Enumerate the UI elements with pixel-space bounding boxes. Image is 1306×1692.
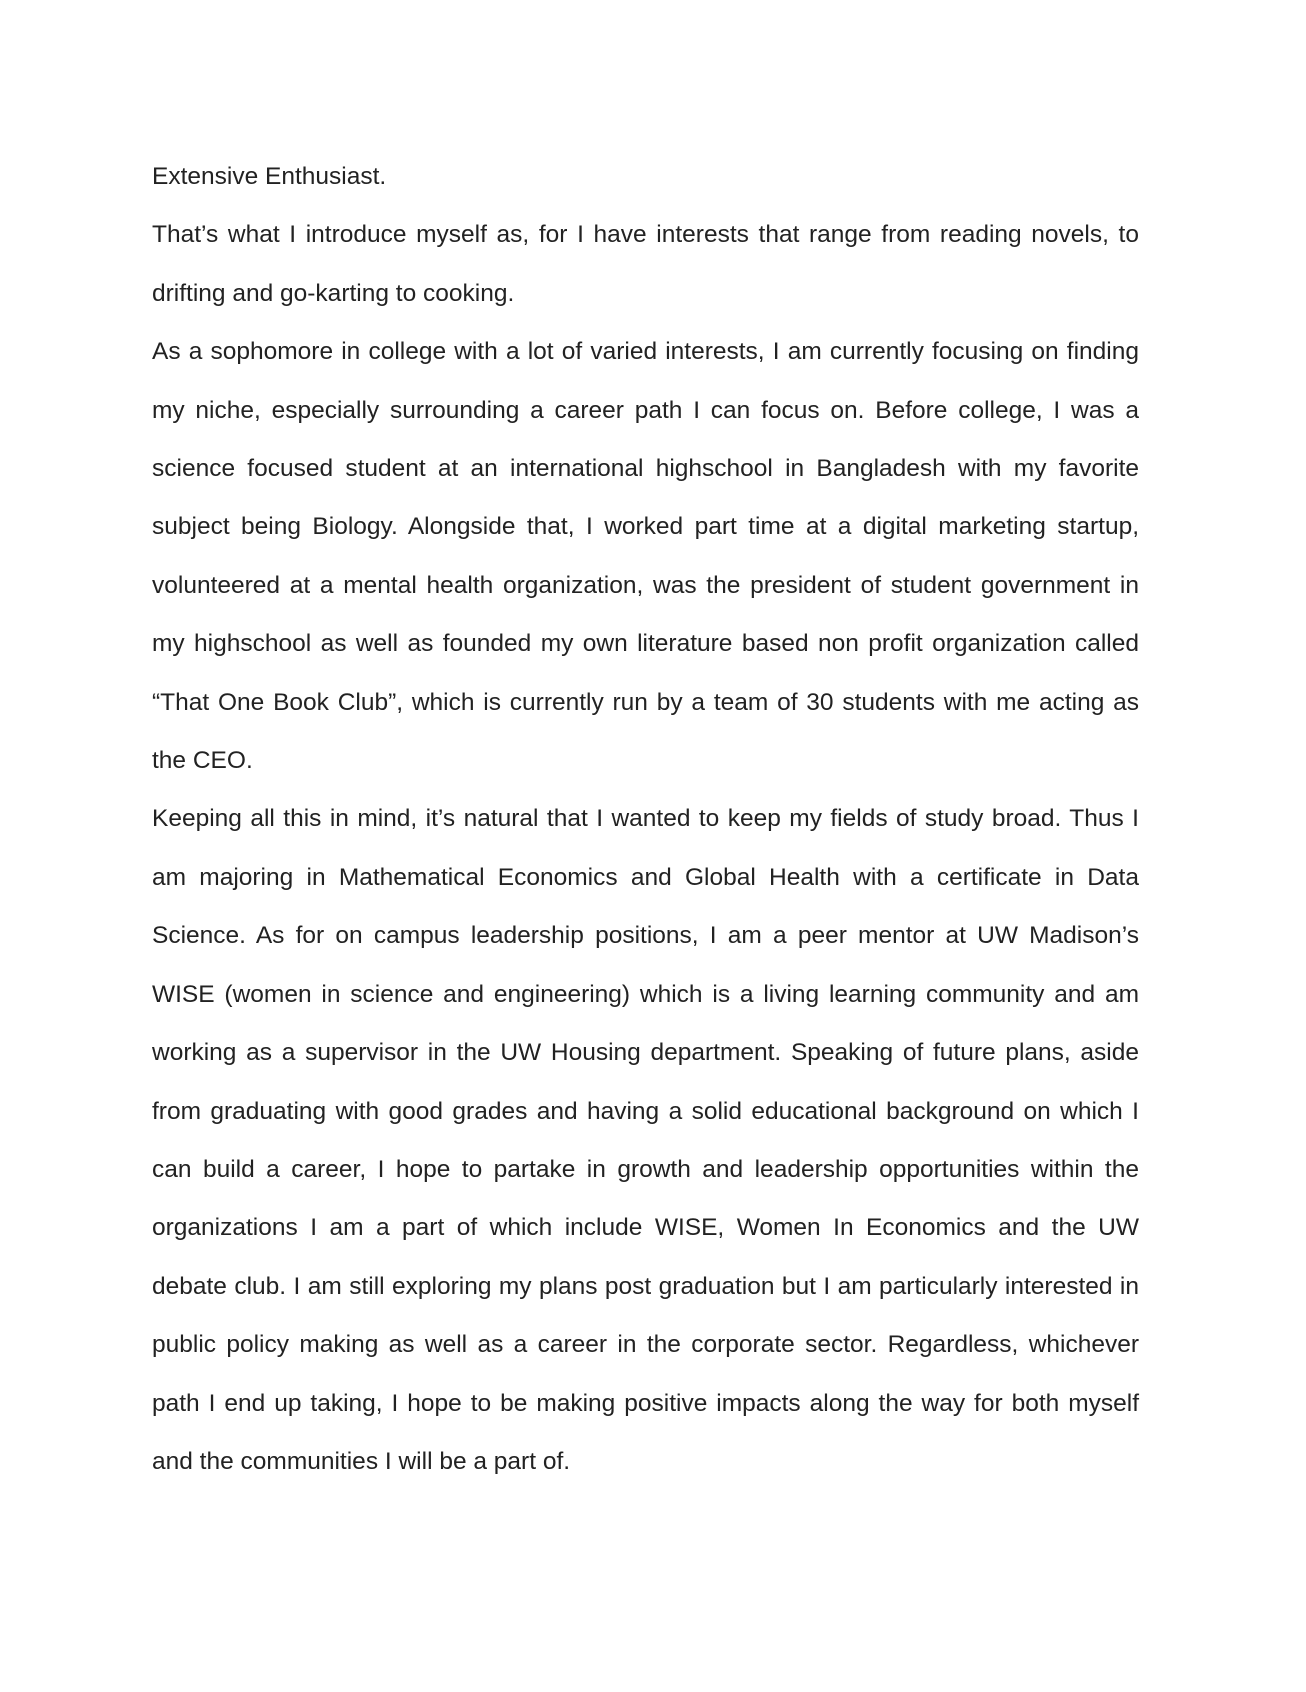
document-title: Extensive Enthusiast. [152, 163, 387, 190]
paragraph-studies-and-plans: Keeping all this in mind, it’s natural that I wanted to keep my fields of study broad. Thus I am majoring in Mathematical Economics and Global Health with a certificate in Data Science. As for on campus leadership positions, I am a peer mentor at UW Madison’s WISE (women in science and engineering) which is a living learning community and am working as a supervisor in the UW Housing department. Speaking of future plans, aside from graduating with good grades and having a solid educational background on which I can build a career, I hope to partake in growth and leadership opportunities within the organizations I am a part of which include WISE, Women In Economics and the UW debate club. I am still exploring my plans post graduation but I am particularly interested in public policy making as well as a career in the corporate sector. Regardless, whichever path I end up taking, I hope to be making positive impacts along the way for both myself and the communities I will be a part of. [152, 805, 1139, 1475]
paragraph-background: As a sophomore in college with a lot of varied interests, I am currently focusing on finding my niche, especially surrounding a career path I can focus on. Before college, I was a science focused student at an international highschool in Bangladesh with my favorite subject being Biology. Alongside that, I worked part time at a digital marketing startup, volunteered at a mental health organization, was the president of student government in my highschool as well as founded my own literature based non profit organization called “That One Book Club”, which is currently run by a team of 30 students with me acting as the CEO. [152, 338, 1139, 775]
paragraph-intro: That’s what I introduce myself as, for I have interests that range from reading novels, to drifting and go-karting to cooking. [152, 221, 1139, 307]
document-body [152, 148, 1139, 1491]
